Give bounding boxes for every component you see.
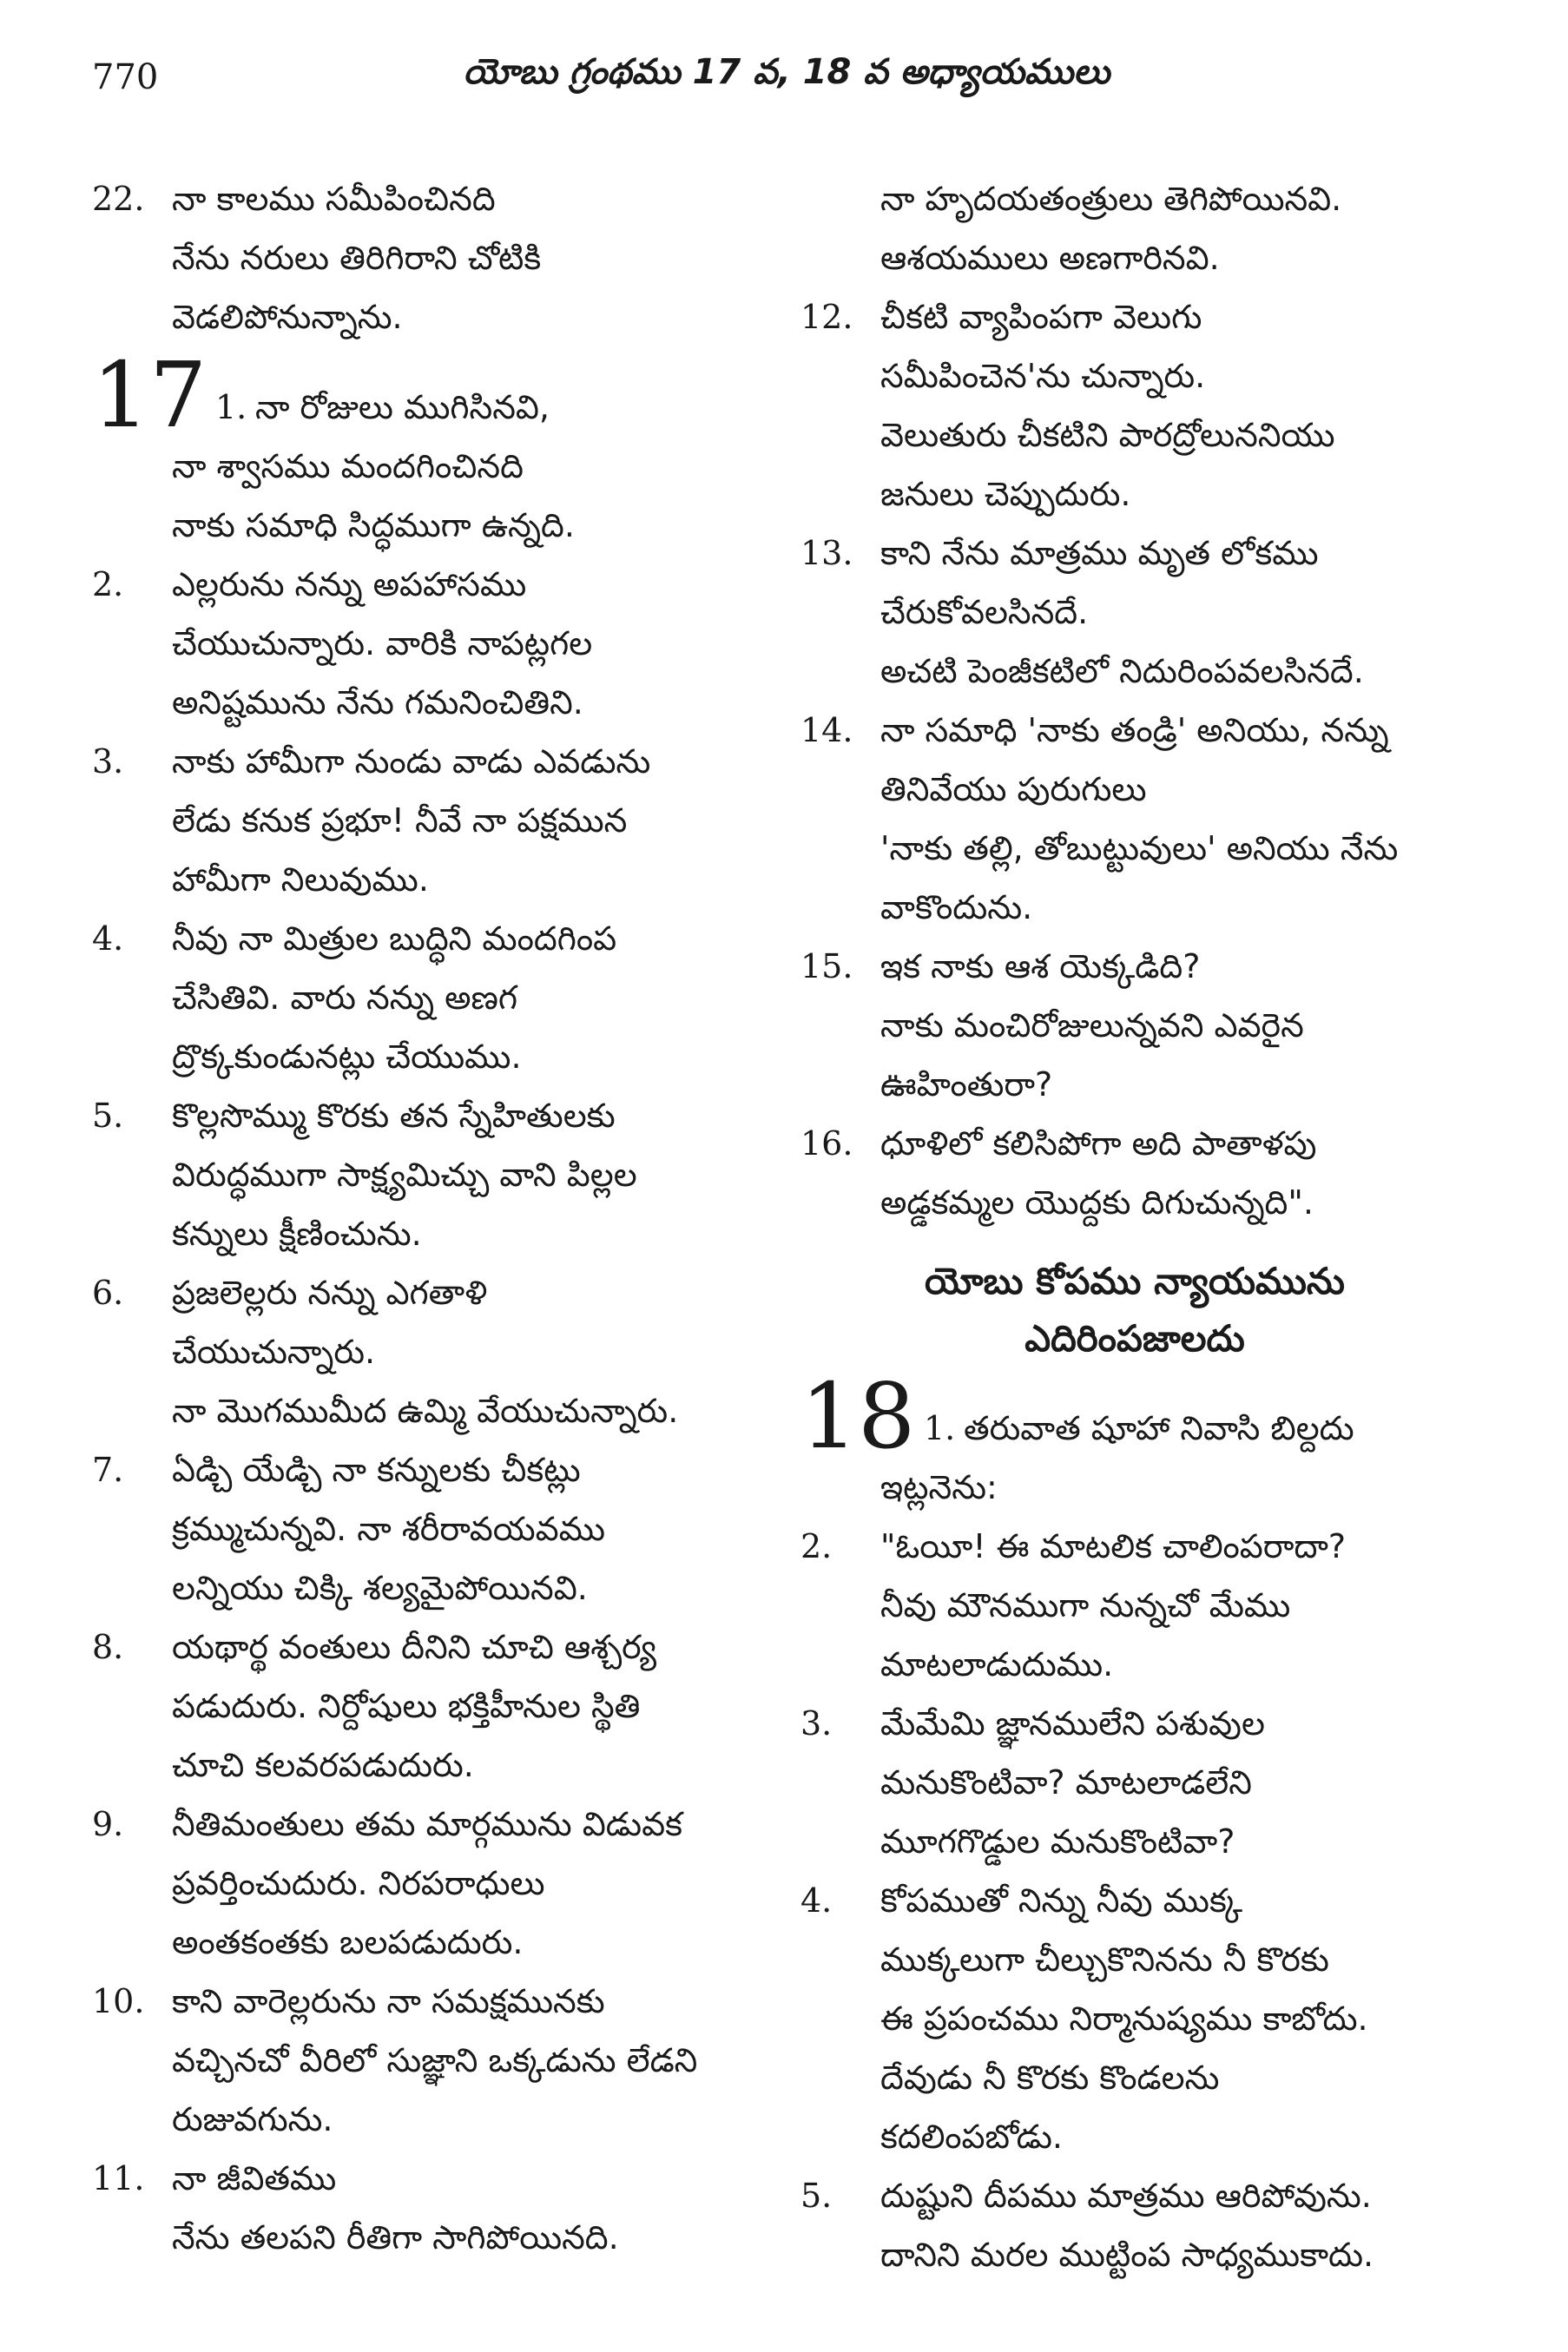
verse-line: నాకు మంచిరోజులున్నవని ఎవరైన xyxy=(880,1006,1304,1044)
verse-line: ఈ ప్రపంచము నిర్మానుష్యము కాబోదు. xyxy=(880,2000,1368,2038)
verse-line: ధూళిలో కలిసిపోగా అది పాతాళపు xyxy=(880,1124,1317,1163)
page-header xyxy=(92,52,1481,104)
verse-line: కొల్లసొమ్ము కొరకు తన స్నేహితులకు xyxy=(172,1097,616,1135)
verse-line: అడ్డకమ్మల యొద్దకు దిగుచున్నది". xyxy=(880,1183,1314,1222)
verse-22 xyxy=(92,169,752,346)
verse-line: వాకొందును. xyxy=(880,888,1033,926)
verse-8 xyxy=(92,1617,752,1795)
verse-number: 8. xyxy=(92,1628,124,1666)
verse-18-4 xyxy=(800,1871,1469,2166)
right-column xyxy=(800,169,1469,2284)
verse-11-continuation xyxy=(800,169,1469,287)
verse-18-3 xyxy=(800,1694,1469,1871)
verse-number: 10. xyxy=(92,1982,145,2020)
verse-9 xyxy=(92,1795,752,1972)
verse-line: నీవు మౌనముగా నున్నచో మేము xyxy=(880,1586,1291,1624)
verse-number: 16. xyxy=(800,1124,853,1163)
verse-3 xyxy=(92,732,752,909)
verse-line: ఇక నాకు ఆశ యెక్కడిది? xyxy=(880,947,1201,985)
verse-line: హామీగా నిలువుము. xyxy=(172,860,429,899)
chapter-number: 18 xyxy=(800,1363,916,1469)
verse-line: చేయుచున్నారు. xyxy=(172,1333,376,1371)
verse-line: మాటలాడుదుము. xyxy=(880,1645,1114,1683)
verse-line: 'నాకు తల్లి, తోబుట్టువులు' అనియు నేను xyxy=(880,829,1399,867)
verse-line: కదలింపబోడు. xyxy=(880,2118,1063,2156)
verse-line: కాని వారెల్లరును నా సమక్షమునకు xyxy=(172,1982,605,2020)
verse-line: నేను నరులు తిరిగిరాని చోటికి xyxy=(172,239,542,277)
verse-number: 5. xyxy=(92,1097,124,1135)
verse-line: నా జీవితము xyxy=(172,2159,337,2197)
verse-line: అనిష్టమును నేను గమనించితిని. xyxy=(172,683,583,721)
verse-number: 4. xyxy=(92,919,124,958)
verse-5 xyxy=(92,1086,752,1263)
verse-line: కాని నేను మాత్రము మృత లోకము xyxy=(880,534,1319,572)
verse-line: నేను తలపని రీతిగా సాగిపోయినది. xyxy=(172,2218,619,2256)
verse-18-5 xyxy=(800,2166,1469,2284)
verse-line: లన్నియు చిక్కి శల్యమైపోయినవి. xyxy=(172,1569,588,1607)
verse-line: ఆశయములు అణగారినవి. xyxy=(880,239,1220,277)
section-heading-line: ఎదిరింపజాలదు xyxy=(1024,1317,1245,1360)
verse-number: 1. xyxy=(215,388,247,426)
verse-line: నాకు సమాధి సిద్ధముగా ఉన్నది. xyxy=(172,506,575,544)
verse-line: నాకు హామీగా నుండు వాడు ఎవడును xyxy=(172,742,651,781)
verse-line: విరుద్ధముగా సాక్ష్యమిచ్చు వాని పిల్లల xyxy=(172,1156,637,1194)
verse-line: నీవు నా మిత్రుల బుద్ధిని మందగింప xyxy=(172,919,617,958)
verse-number: 13. xyxy=(800,534,853,572)
verse-line: ఇట్లనెను: xyxy=(880,1468,998,1506)
verse-line: రుజువగును. xyxy=(172,2100,333,2138)
verse-number: 2. xyxy=(92,565,124,603)
verse-line: నా మొగముమీద ఉమ్మి వేయుచున్నారు. xyxy=(172,1392,679,1430)
verse-6 xyxy=(92,1263,752,1440)
verse-11 xyxy=(92,2149,752,2267)
verse-line: ఊహింతురా? xyxy=(880,1065,1053,1104)
verse-line: చేయుచున్నారు. వారికి నాపట్లగల xyxy=(172,624,593,662)
verse-line: కన్నులు క్షీణించును. xyxy=(172,1215,422,1253)
verse-number: 3. xyxy=(800,1704,833,1743)
verse-number: 12. xyxy=(800,298,853,336)
verse-number: 9. xyxy=(92,1805,124,1843)
verse-line: దుష్టుని దీపము మాత్రము ఆరిపోవును. xyxy=(880,2177,1372,2215)
running-title: యోబు గ్రంథము 17 వ, 18 వ అధ్యాయములు xyxy=(463,52,1110,92)
verse-number: 6. xyxy=(92,1274,124,1312)
section-heading-line: యోబు కోపము న్యాయమును xyxy=(925,1260,1345,1302)
verse-line: లేడు కనుక ప్రభూ! నీవే నా పక్షమున xyxy=(172,801,628,840)
verse-line: పడుదురు. నిర్దోషులు భక్తిహీనుల స్థితి xyxy=(172,1687,641,1725)
verse-13 xyxy=(800,524,1469,701)
section-heading xyxy=(800,1253,1469,1367)
verse-line: ముక్కలుగా చీల్చుకొనినను నీ కొరకు xyxy=(880,1940,1329,1979)
verse-number: 11. xyxy=(92,2159,145,2197)
verse-number: 1. xyxy=(924,1409,956,1447)
verse-line: ద్రొక్కకుండునట్లు చేయుము. xyxy=(172,1038,522,1076)
verse-number: 4. xyxy=(800,1881,833,1920)
verse-4 xyxy=(92,909,752,1086)
verse-line: జనులు చెప్పుదురు. xyxy=(880,475,1131,513)
verse-number: 7. xyxy=(92,1451,124,1489)
verse-line: తినివేయు పురుగులు xyxy=(880,770,1147,808)
verse-line: నా హృదయతంత్రులు తెగిపోయినవి. xyxy=(880,180,1342,218)
verse-line: ఏడ్చి యేడ్చి నా కన్నులకు చీకట్లు xyxy=(172,1451,581,1489)
verse-line: వెలుతురు చీకటిని పారద్రోలుననియు xyxy=(880,416,1335,454)
verse-line: కోపముతో నిన్ను నీవు ముక్క xyxy=(880,1881,1243,1920)
verse-line: మనుకొంటివా? మాటలాడలేని xyxy=(880,1763,1252,1802)
verse-line: ప్రజలెల్లరు నన్ను ఎగతాళి xyxy=(172,1274,488,1312)
verse-10 xyxy=(92,1972,752,2149)
verse-line: వచ్చినచో వీరిలో సుజ్ఞాని ఒక్కడును లేడని xyxy=(172,2041,698,2079)
verse-number: 3. xyxy=(92,742,124,781)
verse-number: 15. xyxy=(800,947,853,985)
verse-line: నా రోజులు ముగిసినవి, xyxy=(255,388,550,426)
chapter-number: 17 xyxy=(92,342,208,448)
verse-line: అచటి పెంజీకటిలో నిదురింపవలసినదే. xyxy=(880,652,1364,690)
verse-line: మూగగొడ్డుల మనుకొంటివా? xyxy=(880,1822,1235,1861)
verse-line: చీకటి వ్యాపింపగా వెలుగు xyxy=(880,298,1202,336)
verse-number: 2. xyxy=(800,1527,833,1565)
verse-line: నీతిమంతులు తమ మార్గమును విడువక xyxy=(172,1805,682,1843)
verse-line: క్రమ్ముచున్నవి. నా శరీరావయవము xyxy=(172,1510,605,1548)
verse-line: తరువాత షూహా నివాసి బిల్దదు xyxy=(964,1409,1354,1447)
verse-15 xyxy=(800,937,1469,1114)
verse-line: యథార్థ వంతులు దీనిని చూచి ఆశ్చర్య xyxy=(172,1628,657,1666)
verse-line: చూచి కలవరపడుదురు. xyxy=(172,1746,474,1784)
verse-line: చేసితివి. వారు నన్ను అణగ xyxy=(172,978,518,1017)
verse-line: ఎల్లరును నన్ను అపహాసము xyxy=(172,565,527,603)
verse-line: వెడలిపోనున్నాను. xyxy=(172,298,403,336)
verse-line: సమీపించెన'ను చున్నారు. xyxy=(880,357,1206,395)
verse-line: నా శ్వాసము మందగించినది xyxy=(172,447,524,485)
verse-18-2 xyxy=(800,1517,1469,1694)
verse-number: 14. xyxy=(800,711,853,749)
verse-number: 22. xyxy=(92,180,145,218)
verse-line: నా కాలము సమీపించినది xyxy=(172,180,496,218)
verse-line: "ఓయీ! ఈ మాటలిక చాలింపరాదా? xyxy=(880,1527,1347,1565)
verse-14 xyxy=(800,701,1469,937)
verse-number: 5. xyxy=(800,2177,833,2215)
verse-line: చేరుకోవలసినదే. xyxy=(880,593,1089,631)
verse-line: దానిని మరల ముట్టింప సాధ్యముకాదు. xyxy=(880,2236,1374,2274)
verse-7 xyxy=(92,1440,752,1617)
verse-line: మేమేమి జ్ఞానములేని పశువుల xyxy=(880,1704,1265,1743)
verse-2 xyxy=(92,555,752,732)
chapter-17 xyxy=(92,342,752,555)
verse-16 xyxy=(800,1114,1469,1232)
verse-line: నా సమాధి 'నాకు తండ్రి' అనియు, నన్ను xyxy=(880,711,1389,749)
verse-line: దేవుడు నీ కొరకు కొండలను xyxy=(880,2059,1220,2097)
left-column xyxy=(92,169,752,2267)
verse-line: అంతకంతకు బలపడుదురు. xyxy=(172,1923,524,1961)
chapter-18 xyxy=(800,1363,1469,1517)
verse-12 xyxy=(800,287,1469,524)
page-number: 770 xyxy=(92,57,159,97)
verse-line: ప్రవర్తించుదురు. నిరపరాధులు xyxy=(172,1864,545,1902)
